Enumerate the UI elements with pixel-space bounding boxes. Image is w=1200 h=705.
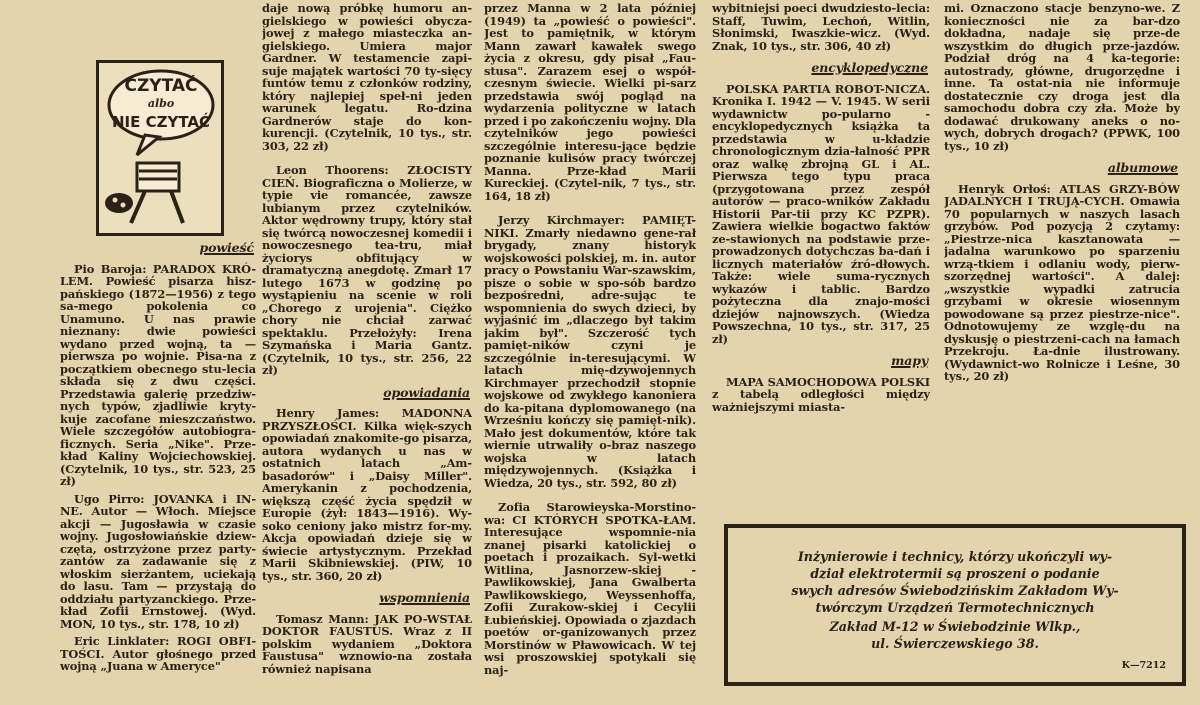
- section-heading-mapy: mapy: [891, 353, 928, 368]
- review-orlos: Henryk Orłoś: ATLAS GRZY-BÓW JADALNYCH I TRUJĄ-CYCH. Omawia 70 popularnych w naszych lasach grzybów. Pod pozycją 2 czytamy: „Piestrze-nica kasztanowata — jadalna warunkowo po sparzeniu wrzą-tkiem i odlaniu wody, pierw-szorzędnej wartości". A dalej: „wszystkie wypadki zatrucia grzybami w okresie wiosennym powodowane są przez piestrze-nice". Odnotowujemy ze wzglę-du na dyskusję o piestrzeni-cach na łamach Przekroju. Ła-dnie ilustrowany. (Wydawnict-wo Rolnicze i Leśne, 30 tys., 20 zł): [944, 181, 1180, 383]
- review-pirro: Ugo Pirro: JOVANKA i IN-NE. Autor — Włoch. Miejsce akcji — Jugosławia w czasie wojny. Jugosłowiańskie dziew-częta, ostrzyżone przez party-zantów za zadawanie się z włoskim sierżantem, uciekają do lasu. Tam — przystają do oddziału partyzanckiego. Prze-kład Zofii Ernstowej. (Wyd. MON, 10 tys., str. 178, 10 zł): [60, 491, 256, 631]
- review-mapa: MAPA SAMOCHODOWA POLSKI z tabelą odległości między ważniejszymi miasta-: [712, 374, 930, 414]
- column-4: [712, 0, 930, 520]
- review-james: Henry James: MADONNA PRZYSZŁOŚCI. Kilka więk-szych opowiadań znakomite-go pisarza, autora wydanych u nas w ostatnich latach „Am-basadorów" i „Daisy Miller". Amerykanin z pochodzenia, większą część życia spędził w Europie (żył: 1843—1916). Wy-soko ceniony jako mistrz for-my. Akcja opowiadań dzieje się w świecie artystycznym. Przekład Marii Skibniewskiej. (PIW, 10 tys., str. 360, 20 zł): [262, 406, 472, 583]
- review-mann: Tomasz Mann: JAK PO-WSTAŁ DOKTOR FAUSTUS. Wraz z II polskim wydaniem „Doktora Faustusa" wznowio-na została również napisana: [262, 611, 472, 676]
- section-heading-opowiadania: opowiadania: [383, 384, 470, 400]
- section-heading-encyklopedyczne: encyklopedyczne: [811, 60, 928, 75]
- section-heading-albumowe: albumowe: [1107, 160, 1178, 175]
- review-linklater-cont: daje nową próbkę humoru an-gielskiego w powieści obycza-jowej z małego miasteczka an-gielskiego. Umiera major Gardner. W testamencie zapi-suje majątek wartości 70 ty-sięcy funtów temu z członków rodziny, który najlepiej speł-ni jeden warunek legatu. Ro-dzina Gardnerów staje do kon-kurencji. (Czytelnik, 10 tys., str. 303, 22 zł): [262, 1, 472, 153]
- ad-line-5: Zakład M-12 w Świebodzinie Wlkp.,: [829, 619, 1081, 634]
- column-3: [484, 0, 696, 705]
- logo-line3: NIE CZYTAĆ: [111, 113, 211, 131]
- review-thoorens: Leon Thoorens: ZŁOCISTY CIEŃ. Biograficzna o Molierze, w typie vie romancée, zawsze lubianym przez czytelników. Aktor wędrowny trupy, który stał się twórcą nowoczesnej komedii i nowoczesnego tea-tru, miał życiorys obfitujący w dramatyczną anegdotę. Zmarł 17 lutego 1673 w godzinę po wystąpieniu na scenie w roli „Chorego z urojenia". Ciężko chory nie chciał zarwać spektaklu. Przełożyły: Irena Szymańska i Maria Gantz. (Czytelnik, 10 tys., str. 256, 22 zł): [262, 163, 472, 377]
- job-advertisement: [724, 524, 1186, 686]
- review-mann-cont: przez Manna w 2 lata później (1949) ta „powieść o powieści". Jest to pamiętnik, w którym Mann zawarł kawałek swego życia z okresu, gdy pisał „Fau-stusa". Zarazem esej o współ-czesnym świecie. Wielki pi-sarz przedstawia swój pogląd na wydarzenia polityczne w latach przed i po zakończeniu wojny. Dla czytelników jego powieści szczególnie interesu-jące będzie poznanie kulisów pracy twórczej Manna. Prze-kład Marii Kureckiej. (Czytel-nik, 7 tys., str. 164, 18 zł): [484, 1, 696, 203]
- column-5: [944, 0, 1180, 520]
- section-heading-powiesc: powieść: [199, 240, 254, 255]
- czytac-logo: [96, 60, 224, 236]
- review-linklater: Eric Linklater: ROGI OBFI-TOŚCI. Autor głośnego przed wojną „Juana w Ameryce": [60, 634, 256, 673]
- review-starowieyska: Zofia Starowieyska-Morstino-wa: CI KTÓRYCH SPOTKA-ŁAM. Interesujące wspomnie-nia znanej pisarki katolickiej o poetach i prozaikach. Syl-wetki Witlina, Jasnorzew-skiej - Pawlikowskiej, Jana Gwalberta Pawlikowskiego, Weyssenhoffa, Zofii Zurakow-skiej i Cecylii Łubieńskiej. Opowiada o zjazdach poetów or-ganizowanych przez Morstinów w Pławowicach. W tej wsi proszowskiej spotykali się naj-: [484, 500, 696, 677]
- ad-line-3: swych adresów Świebodzińskim Zakładom Wy-: [791, 583, 1119, 598]
- section-heading-wspomnienia: wspomnienia: [379, 590, 470, 605]
- column-2: [262, 0, 472, 705]
- review-kirchmayer: Jerzy Kirchmayer: PAMIĘT-NIKI. Zmarły niedawno gene-rał brygady, znany historyk wojskowości polskiej, m. in. autor pracy o Powstaniu War-szawskim, pisze o sobie w spo-sób bardzo bezpośredni, adre-sując te wspomnienia do swych dzieci, by wyjaśnić im „dlaczego był takim jakim był". Szczerość tych pamięt-ników czyni je szczególnie in-teresującymi. W latach mię-dzywojennych Kirchmayer przechodził stopnie wojskowe od zwykłego kanoniera do ka-pitana dyplomowanego (na Wrześniu kończy się pamięt-nik). Mało jest dokumentów, które tak wiernie utrwaliły o-braz naszego wojska w latach międzywojennych. (Książka i Wiedza, 20 tys., str. 592, 80 zł): [484, 213, 696, 490]
- review-mapa-cont: mi. Oznaczono stacje benzyno-we. Z konieczności nie za bar-dzo dokładna, nadaje się prze-de wszystkim do długich prze-jazdów. Podział dróg na 4 ka-tegorie: autostrady, główne, drugorzędne i inne. Ta ostat-nia nie informuje dostatecznie czy droga jest dla samochodu dobra czy zła. Może by dodawać drukowany aneks o no-wych, dobrych drogach? (PPWK, 100 tys., 10 zł): [944, 1, 1180, 153]
- ad-code: K—7212: [1121, 660, 1166, 671]
- review-baroja: Pio Baroja: PARADOX KRÓ-LEM. Powieść pisarza hisz-pańskiego (1872—1956) z tego sa-mego pokolenia co Unamuno. U nas prawie nieznany: dwie powieści wydano przed wojną, ta — pierwsza po wojnie. Pisa-na z początkiem obecnego stu-lecia składa się z dwu części. Przedstawia galerię przedziw-nych typów, zjadliwie kryty-kuje zacofane mieszczaństwo. Wiele szczegółów autobiogra-ficznych. Seria „Nike". Prze-kład Kaliny Wojciechowskiej. (Czytelnik, 10 tys., str. 523, 25 zł): [60, 261, 256, 488]
- ad-line-1: Inżynierowie i technicy, którzy ukończyli wy-: [797, 549, 1113, 564]
- column-1: [60, 238, 256, 705]
- ad-line-2: dział elektrotermii są proszeni o podanie: [810, 566, 1100, 581]
- review-ppr: POLSKA PARTIA ROBOT-NICZA. Kronika I. 1942 — V. 1945. W serii wydawnictw po-pularno - encyklopedycznych książka ta przedstawia w u-kładzie chronologicznym dzia-łalność PPR oraz walkę zbrojną GL i AL. Pierwsza tego typu praca (przygotowana przez zespół autorów — praco-wników Zakładu Historii Par-tii przy KC PZPR). Zawiera wielkie bogactwo faktów ze-stawionych na podstawie prze-prowadzonych dotychczas ba-dań i licznych materiałów źró-dłowych. Także: wiele suma-rycznych wykazów i tablic. Bardzo pożyteczna dla znajo-mości dziejów najnowszych. (Wiedza Powszechna, 10 tys., str. 317, 25 zł): [712, 81, 930, 346]
- logo-line2: albo: [147, 97, 175, 110]
- ad-line-6: ul. Świerczewskiego 38.: [871, 636, 1039, 651]
- review-starowieyska-cont: wybitniejsi poeci dwudziesto-lecia: Staff, Tuwim, Lechoń, Witlin, Słonimski, Iwaszkie-wicz. (Wyd. Znak, 10 tys., str. 306, 40 zł): [712, 1, 930, 53]
- logo-line1: CZYTAĆ: [124, 76, 198, 96]
- ad-line-4: twórczym Urządzeń Termotechnicznych: [815, 600, 1095, 615]
